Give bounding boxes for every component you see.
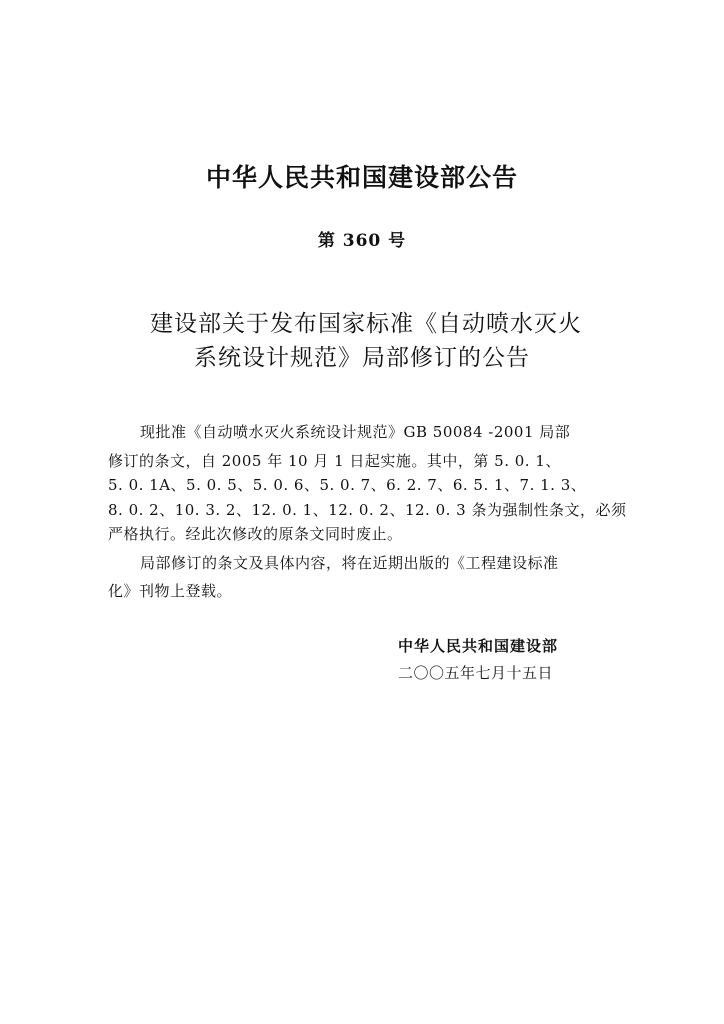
signature-date: 二〇〇五年七月十五日 <box>398 664 554 682</box>
body-text-line: 化》刊物上登载。 <box>108 582 233 600</box>
body-text-line: 8. 0. 2、10. 3. 2、12. 0. 1、12. 0. 2、12. 0. 3 条为强制性条文，必须 <box>108 501 627 519</box>
subtitle-line-2: 系统设计规范》局部修订的公告 <box>194 345 530 371</box>
announcement-number: 第 360 号 <box>317 231 407 251</box>
subtitle-line-1: 建设部关于发布国家标准《自动喷水灭火 <box>150 311 582 337</box>
body-text-line: 局部修订的条文及具体内容，将在近期出版的《工程建设标准 <box>140 554 559 572</box>
body-text-line: 5. 0. 1A、5. 0. 5、5. 0. 6、5. 0. 7、6. 2. 7、6. 5. 1、7. 1. 3、 <box>108 476 587 494</box>
body-text-line: 现批准《自动喷水灭火系统设计规范》GB 50084 -2001 局部 <box>140 423 571 441</box>
body-text-line: 修订的条文，自 2005 年 10 月 1 日起实施。其中，第 5. 0. 1、 <box>108 452 561 470</box>
signature-organization: 中华人民共和国建设部 <box>398 637 559 655</box>
page-title: 中华人民共和国建设部公告 <box>205 163 518 192</box>
body-text-line: 严格执行。经此次修改的原条文同时废止。 <box>108 525 403 543</box>
